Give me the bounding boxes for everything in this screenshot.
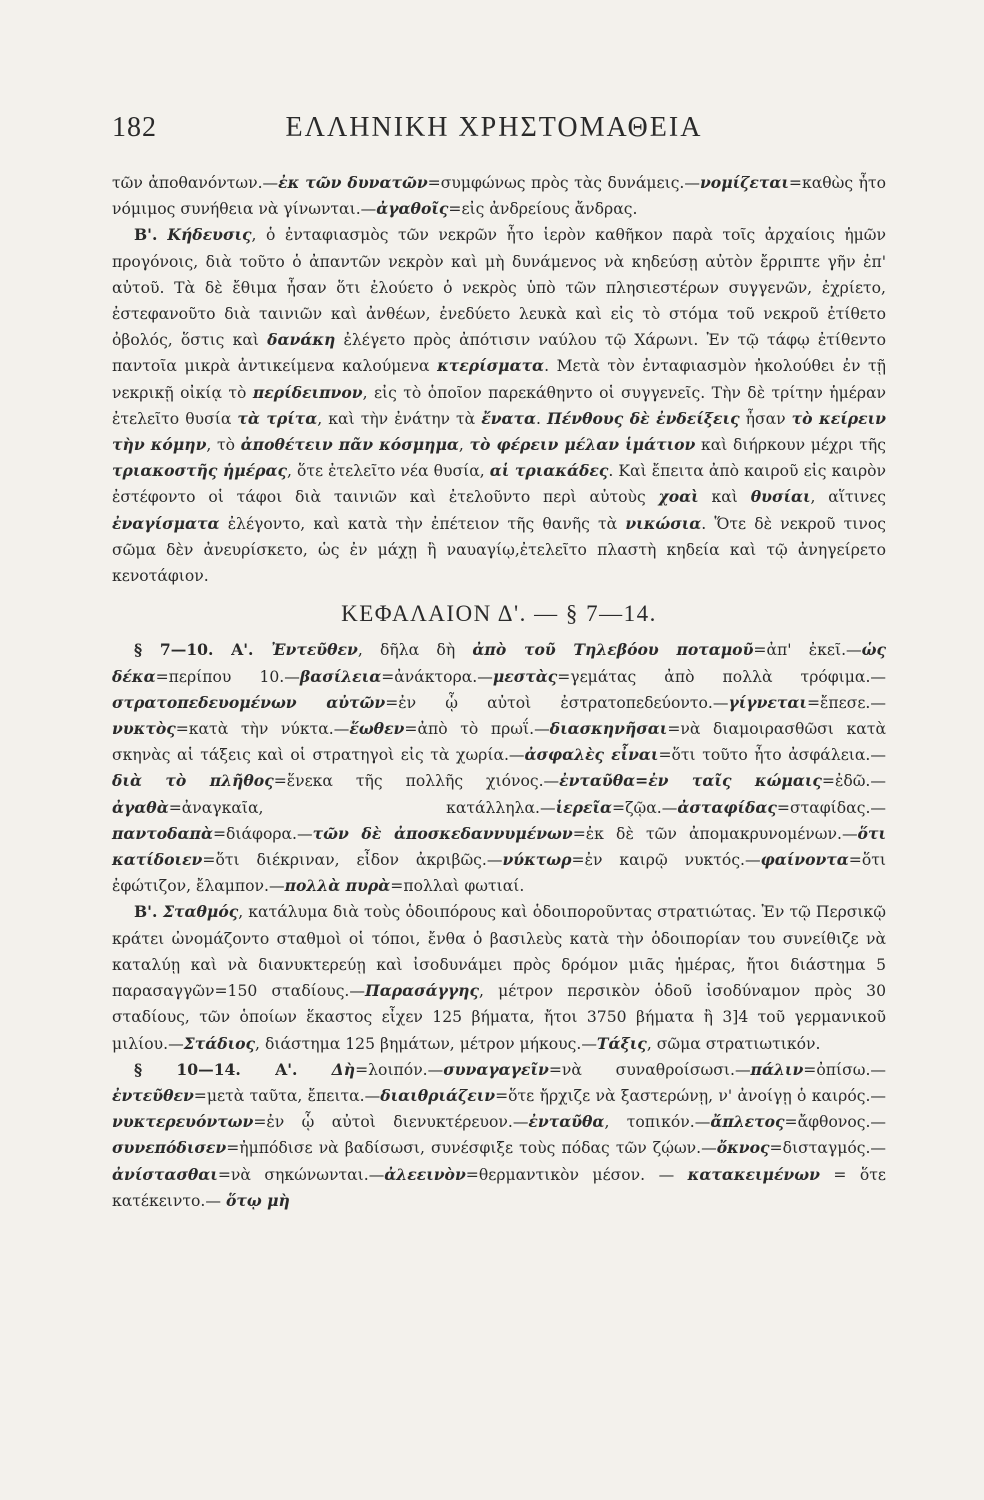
text-run: =νὰ διαμοιρασθῶσι κατὰ σκηνὰς αἱ τάξεις καὶ οἱ στρατηγοὶ εἰς τὰ χωρία.— [112,720,886,765]
emphasized-term: ἀπὸ τοῦ Τηλεβόου ποταμοῦ [472,640,754,660]
emphasized-term: περίδειπνον [252,382,363,402]
emphasized-term: κατακειμένων [687,1164,820,1184]
emphasized-term: ἀποθέτειν πᾶν κόσμημα [240,435,459,455]
emphasized-term: παντοδαπὰ [112,823,213,843]
emphasized-term: πολλὰ πυρὰ [284,876,391,896]
emphasized-term: ἀνίστασθαι [112,1164,218,1184]
text-run: , ὅτε ἐτελεῖτο νέα θυσία, [286,462,490,481]
emphasized-term: Στάδιος [183,1033,256,1053]
emphasized-term: τὸ κείρειν τὴν κόμην [112,408,886,455]
text-run: . [536,409,548,428]
text-run: καὶ [698,488,751,507]
text-run: =ζῷα.— [612,798,678,817]
text-run: , μέτρον περσικὸν ὁδοῦ ἰσοδύναμον πρὸς 30 σταδίους, τῶν ὁποίων ἕκαστος εἶχεν 125 βήματα, ἤτοι 3750 βήματα ἢ 3]4 τοῦ γερμανικοῦ μιλίου.— [112,982,886,1053]
text-run: =ἔπεσε.— [806,693,886,712]
chapter-heading: ΚΕΦΑΛΑΙΟΝ Δ'. — § 7—14. [341,601,657,627]
text-run: , δῆλα δὴ [357,641,473,660]
emphasized-term: τριακοστῆς ἡμέρας [112,461,287,481]
text-run: , αἵτινες [810,488,886,507]
emphasized-term: ὡς δέκα [112,640,886,686]
emphasized-term: ἀγαθὰ [112,797,169,817]
text-run: =ἀνάκτορα.— [381,667,493,686]
emphasized-term: δανάκη [267,330,336,350]
emphasized-term: ὅτι κατίδοιεν [112,823,886,870]
page-number: 182 [112,112,157,143]
emphasized-term: ἀσταφίδας [677,797,777,817]
emphasized-term: ἐντεῦθεν [112,1085,194,1105]
note-paragraph [112,1057,886,1214]
emphasized-term: συναγαγεῖν [443,1059,549,1079]
text-run: =ἐν ᾧ αὐτοὶ ἐστρατοπεδεύοντο.— [385,693,729,712]
emphasized-term: Κήδευσις [167,225,252,245]
text-run: =νὰ συναθροίσωσι.— [548,1060,751,1079]
note-paragraph [112,222,886,589]
text-run: =δισταγμός.— [769,1139,886,1158]
emphasized-term: νικώσια [625,513,702,533]
text-run: =γεμάτας ἀπὸ πολλὰ τρόφιμα.— [557,667,886,686]
text-run: = ὅτε κατέκειντο.— [112,1165,886,1210]
text-run: =ὅτε ἤρχιζε νὰ ξαστερώνῃ, ν' ἀνοίγῃ ὁ καιρός.— [495,1086,886,1105]
emphasized-term: χοαὶ [658,487,699,507]
emphasized-term: πάλιν [750,1059,804,1079]
page-header [112,112,886,156]
emphasized-term: Σταθμός [162,902,239,922]
emphasized-term: βασίλεια [299,666,382,686]
note-paragraph [112,637,886,899]
text-run: =ἐν καιρῷ νυκτός.— [571,851,761,870]
text-run: =ἀναγκαῖα, κατάλληλα.— [168,798,556,817]
text-run: τῶν ἀποθανόντων.— [112,174,279,192]
text-run: =μετὰ ταῦτα, ἔπειτα.— [193,1086,381,1105]
emphasized-term: Δὴ [331,1059,356,1079]
running-title: ΕΛΛΗΝΙΚΗ ΧΡΗΣΤΟΜΑΘΕΙΑ [285,112,703,143]
emphasized-term: φαίνοντα [760,850,849,870]
emphasized-term: τῶν δὲ ἀποσκεδαννυμένων [312,823,573,843]
emphasized-term: Πένθους δὲ ἐνδείξεις [547,408,740,428]
emphasized-term: ἀσφαλὲς εἶναι [524,745,659,765]
text-run: . Καὶ ἔπειτα ἀπὸ καιροῦ εἰς καιρὸν ἐστέφοντο οἱ τάφοι διὰ ταινιῶν καὶ ἐτελοῦντο περὶ αὐτοὺς [112,462,887,507]
text-run: =ἕνεκα τῆς πολλῆς χιόνος.— [273,772,560,791]
emphasized-term: διὰ τὸ πλῆθος [112,771,274,791]
text-run: =ἐν ᾧ αὐτοὶ διενυκτέρευον.— [253,1113,529,1132]
text-run: , [458,436,470,455]
emphasized-term: Β'. [134,225,168,245]
text-run: =ἀπ' ἐκεῖ.— [753,641,862,660]
text-run: =ἀπὸ τὸ πρωΐ.— [404,720,550,739]
text-run: =ὅτι τοῦτο ἦτο ἀσφάλεια.— [658,746,886,765]
emphasized-term: κτερίσματα [437,356,545,376]
text-run: =εἰς ἀνδρείους ἄνδρας. [448,200,638,219]
emphasized-term: διαιθριάζειν [380,1085,496,1105]
emphasized-term: Β'. [134,902,163,922]
text-run: , διάστημα 125 βημάτων, μέτρον μήκους.— [255,1034,597,1053]
text-run: =σταφίδας.— [776,798,886,817]
emphasized-term: διασκηνῆσαι [549,719,668,739]
emphasized-term: ὄκνος [716,1138,770,1158]
text-run: . Μετὰ τὸν ἐνταφιασμὸν ἠκολούθει ἐν τῇ νεκρικῇ οἰκίᾳ τὸ [112,357,886,402]
text-run: =πολλαὶ φωτιαί. [390,877,525,896]
emphasized-term: § 10—14. Α'. [134,1059,332,1079]
text-run: =διάφορα.— [212,824,313,843]
text-run: =ὀπίσω.— [803,1060,886,1079]
text-run: =ἐκ δὲ τῶν ἀπομακρυνομένων.— [572,824,858,843]
emphasized-term: ἐνταῦθα=ἐν ταῖς κώμαις [559,771,822,791]
emphasized-term: ἐναγίσματα [112,513,220,533]
emphasized-term: τὰ τρίτα [237,408,318,428]
text-run: , τοπικόν.— [604,1113,711,1132]
text-run: ἐλέγετο πρὸς ἀπότισιν ναύλου τῷ Χάρωνι. Ἐν τῷ τάφῳ ἐτίθεντο παντοῖα μικρὰ ἀντικείμενα καλούμενα [112,331,886,376]
emphasized-term: νυκτερευόντων [112,1112,254,1132]
text-run: , εἰς τὸ ὁποῖον παρεκάθηντο οἱ συγγενεῖς. Τὴν δὲ τρίτην ἡμέραν ἐτελεῖτο θυσία [112,383,887,428]
emphasized-term: ἐκ τῶν δυνατῶν [278,173,428,192]
emphasized-term: ἀλεεινὸν [384,1164,466,1184]
emphasized-term: § 7—10. Α'. [134,640,272,660]
text-run: =συμφώνως πρὸς τὰς δυνάμεις.— [427,174,700,192]
emphasized-term: νομίζεται [699,173,789,192]
text-run: , τὸ [206,436,241,455]
text-run: =ὅτι διέκριναν, εἶδον ἀκριβῶς.— [202,851,503,870]
text-run: =κατὰ τὴν νύκτα.— [175,720,350,739]
emphasized-term: θυσίαι [750,487,811,507]
text-run: ἦσαν [739,409,792,428]
text-run: , καὶ τὴν ἐνάτην τὰ [317,409,482,428]
page-body [112,170,886,1214]
text-run: =νὰ σηκώνωνται.— [217,1165,385,1184]
emphasized-term: μεστὰς [492,666,558,686]
text-run: =καθὼς ἦτο νόμιμος συνήθεια νὰ γίνωνται.— [112,174,886,219]
emphasized-term: Ἐντεῦθεν [271,640,358,660]
emphasized-term: ἀγαθοῖς [376,199,449,219]
emphasized-term: στρατοπεδευομένων αὐτῶν [112,692,386,712]
emphasized-term: γίγνεται [728,692,807,712]
emphasized-term: ἔνατα [481,408,537,428]
text-run: =ἐδῶ.— [821,772,886,791]
text-run: ἐλέγοντο, καὶ κατὰ τὴν ἐπέτειον τῆς θανῆς τὰ [219,514,626,533]
text-run: . Ὅτε δὲ νεκροῦ τινος σῶμα δὲν ἀνευρίσκετο, ὡς ἐν μάχῃ ἢ ναυαγίῳ,ἐτελεῖτο πλαστὴ κηδεία καὶ τῷ ἀνηγείρετο κενοτάφιον. [112,514,886,586]
text-run: =ὅτι ἐφώτιζον, ἔλαμπον.— [112,851,886,896]
text-run: , σῶμα στρατιωτικόν. [646,1034,821,1053]
emphasized-term: ἐνταῦθα [528,1112,605,1132]
emphasized-term: νυκτὸς [112,719,176,739]
emphasized-term: Τάξις [596,1033,647,1053]
emphasized-term: ὅτῳ μὴ [225,1190,290,1210]
note-paragraph [112,899,886,1056]
text-run: , κατάλυμα διὰ τοὺς ὁδοιπόρους καὶ ὁδοιποροῦντας στρατιώτας. Ἐν τῷ Περσικῷ κράτει ὠνομάζοντο σταθμοὶ οἱ τόποι, ἔνθα ὁ βασιλεὺς κατὰ τὴν ὁδοιπορίαν του συνείθιζε νὰ καταλύῃ καὶ νὰ διανυκτερεύῃ καὶ ἰσοδυνάμει πρὸς δρόμον μιᾶς ἡμέρας, ἤτοι διάστημα 5 παρασαγγῶν=150 σταδίους.— [112,903,886,1001]
emphasized-term: ἄπλετος [710,1112,785,1132]
emphasized-term: Παρασάγγης [364,981,480,1001]
emphasized-term: νύκτωρ [502,850,572,870]
text-run: =θερμαντικὸν μέσον. — [465,1165,688,1184]
emphasized-term: ἕωθεν [349,719,405,739]
text-run: =ἠμπόδισε νὰ βαδίσωσι, συνέσφιξε τοὺς πόδας τῶν ζῴων.— [226,1139,717,1158]
text-run: =περίπου 10.— [155,667,300,686]
text-run: καὶ διήρκουν μέχρι τῆς [695,436,886,455]
text-run: , ὁ ἐνταφιασμὸς τῶν νεκρῶν ἦτο ἱερὸν καθῆκον παρὰ τοῖς ἀρχαίοις ἡμῶν προγόνοις, διὰ τοῦτο ὁ ἀπαντῶν νεκρὸν καὶ μὴ δυνάμενος νὰ κηδεύσῃ αὐτὸν ἔρριπτε γῆν ἐπ' αὐτοῦ. Τὰ δὲ ἔθιμα ἦσαν ὅτι ἐλούετο ὁ νεκρὸς ὑπὸ τῶν πλησιεστέρων συγγενῶν, ἐχρίετο, ἐστεφανοῦτο διὰ ταινιῶν καὶ ἀνθέων, ἐνεδύετο λευκὰ καὶ εἰς τὸ στόμα τοῦ νεκροῦ ἐτίθετο ὀβολός, ὅστις καὶ [112,226,887,350]
emphasized-term: τὸ φέρειν μέλαν ἱμάτιον [469,435,696,455]
text-run: =λοιπόν.— [355,1060,444,1079]
emphasized-term: συνεπόδισεν [112,1138,227,1158]
note-paragraph [112,170,886,222]
text-run: =ἄφθονος.— [784,1113,886,1132]
emphasized-term: ἱερεῖα [555,797,613,817]
book-page [112,112,886,1214]
emphasized-term: αἱ τριακάδες [489,461,609,481]
